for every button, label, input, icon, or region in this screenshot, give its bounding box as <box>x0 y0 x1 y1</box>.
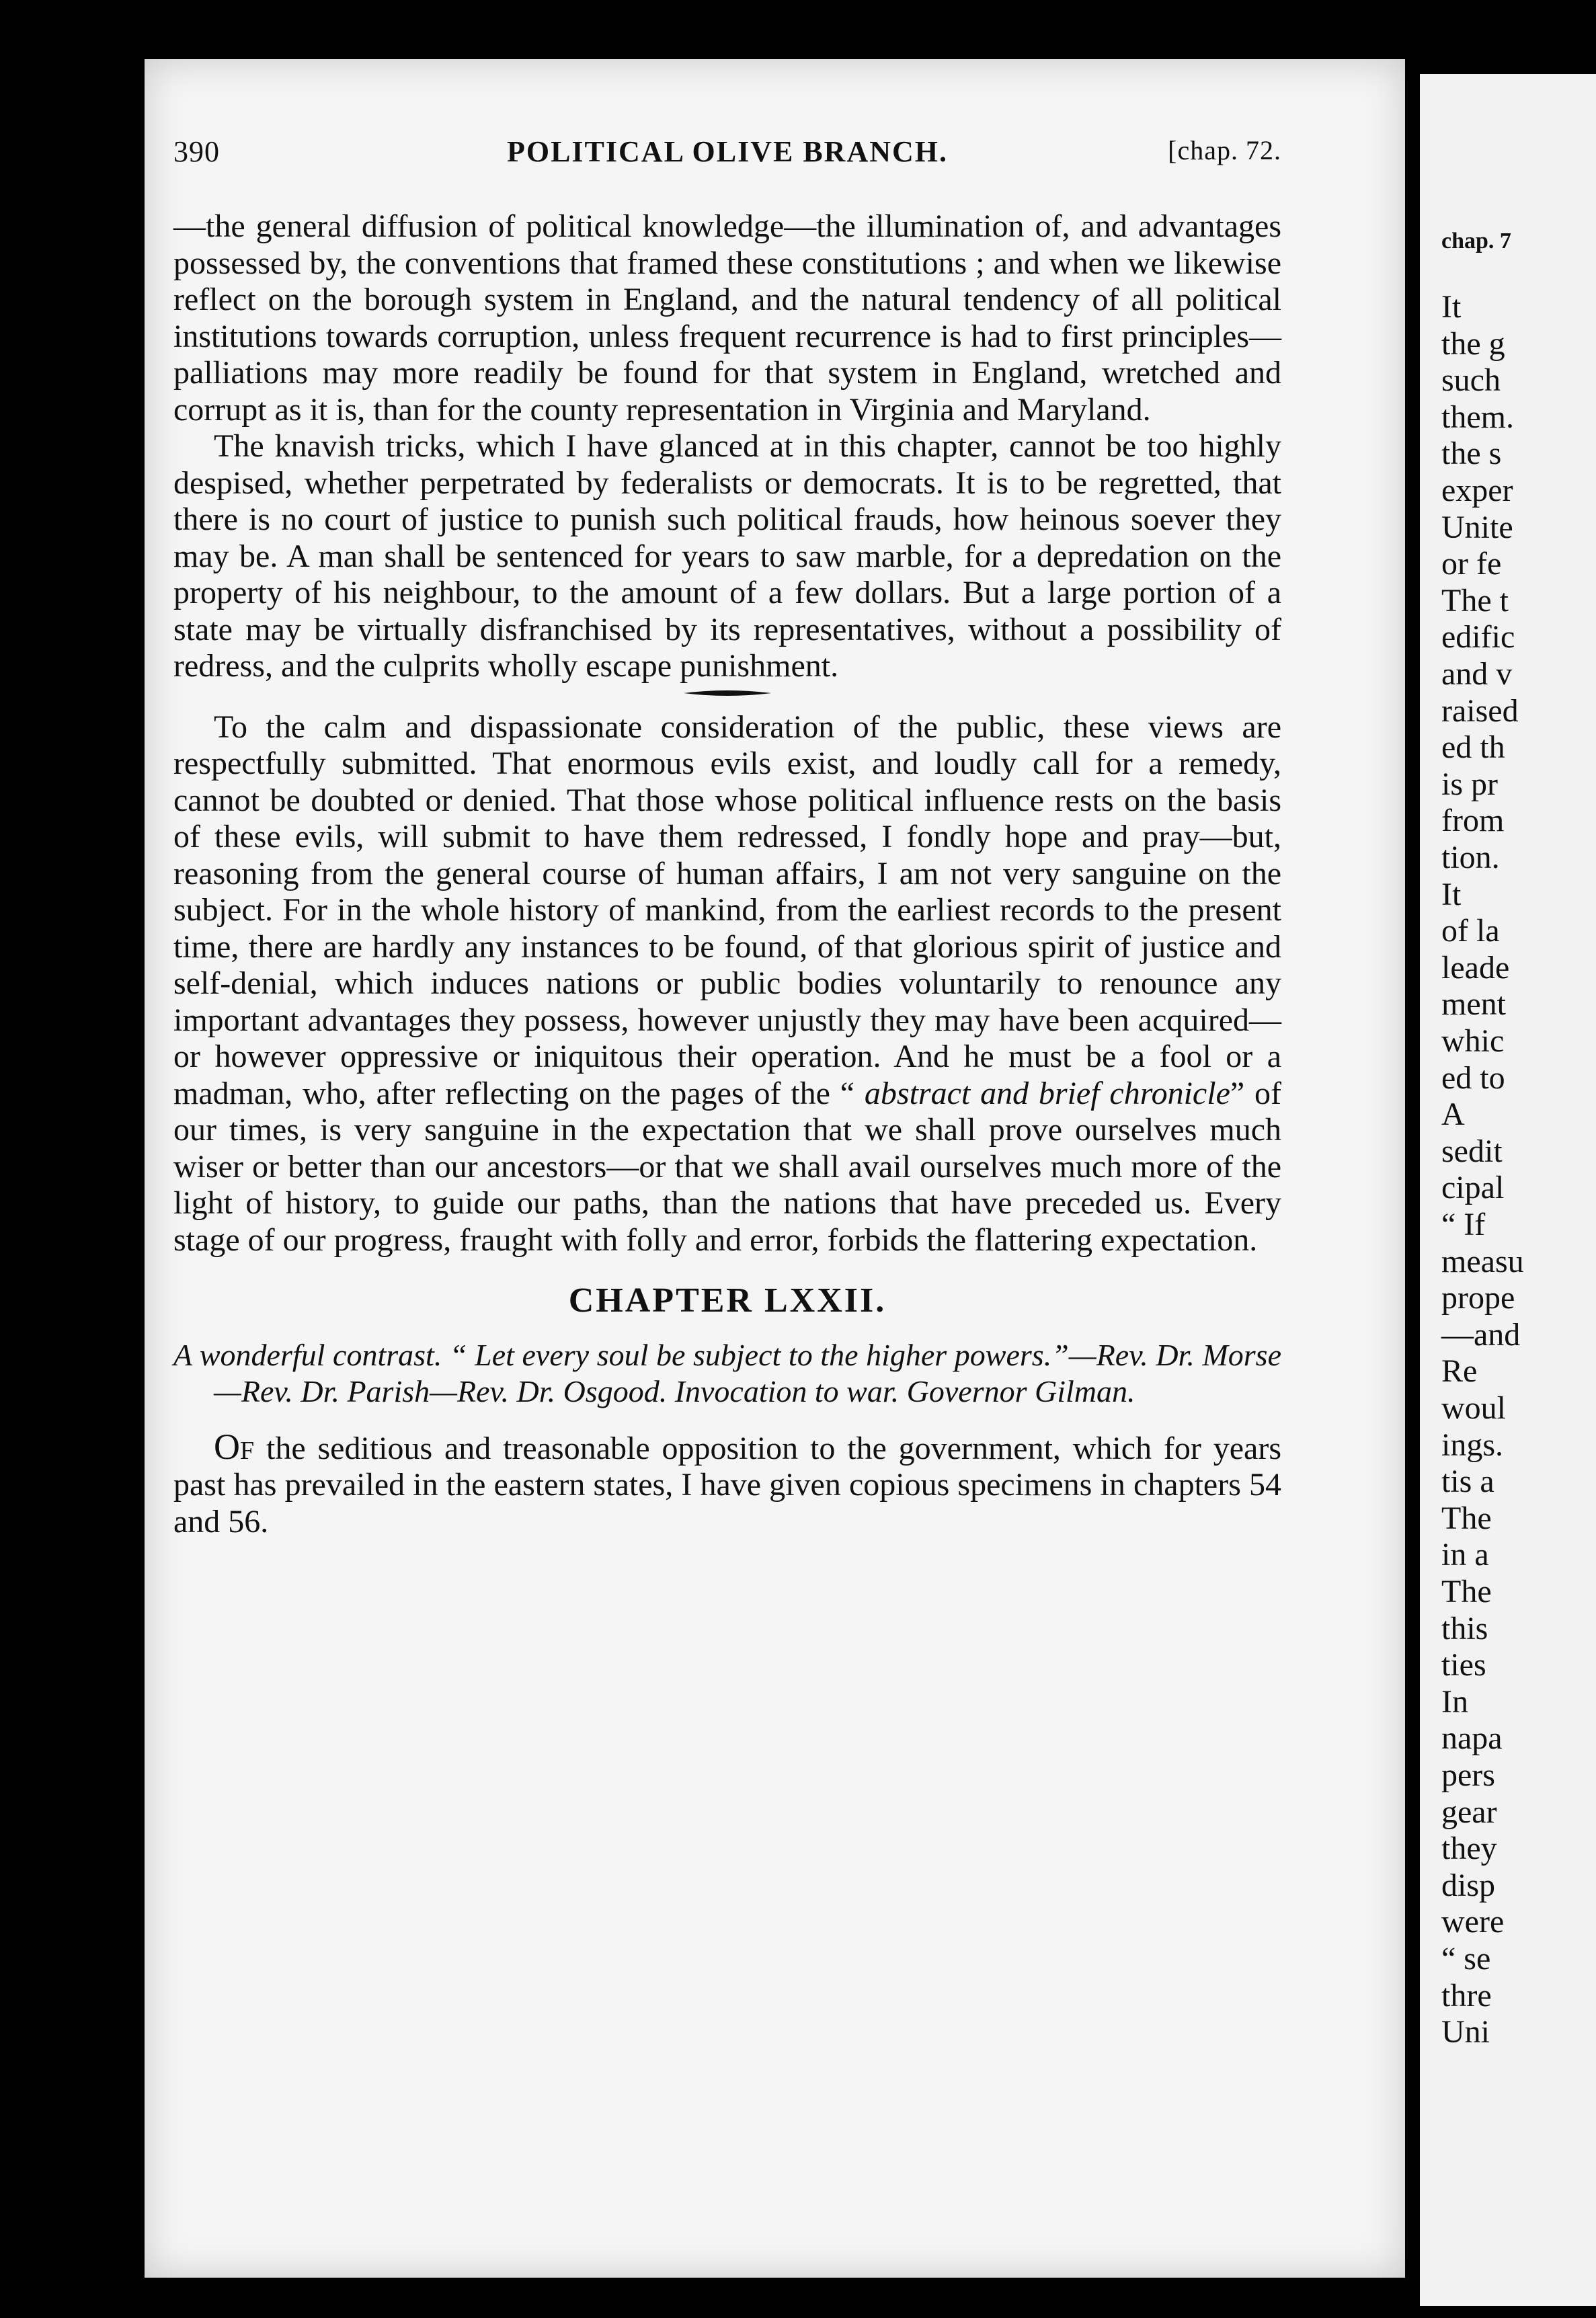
chapter-heading: CHAPTER LXXII. <box>568 1281 887 1320</box>
facing-page-line: measu <box>1441 1243 1524 1279</box>
facing-page-line: It <box>1441 876 1462 912</box>
facing-page-line: this <box>1441 1610 1488 1646</box>
page-number: 390 <box>173 135 220 168</box>
opening-dropcap: Of <box>214 1426 255 1467</box>
facing-page-line: The <box>1441 1500 1492 1536</box>
facing-page-line: “ se <box>1441 1941 1491 1976</box>
chapter-reference: [chap. 72. <box>1168 135 1281 165</box>
running-title: POLITICAL OLIVE BRANCH. <box>506 135 948 168</box>
running-header <box>173 134 1281 188</box>
facing-page-line: ment <box>1441 986 1506 1023</box>
facing-page <box>1420 74 1596 2306</box>
facing-page-line: “ If <box>1441 1207 1486 1242</box>
facing-page-line: and v <box>1441 656 1513 692</box>
facing-page-line: edific <box>1441 619 1515 655</box>
facing-page-line: the g <box>1441 325 1505 362</box>
facing-page-line: of la <box>1441 913 1500 949</box>
facing-page-line: from <box>1441 803 1505 839</box>
facing-page-line: sedit <box>1441 1133 1503 1169</box>
facing-page-line: thre <box>1441 1977 1492 2013</box>
facing-page-line: It <box>1441 289 1462 325</box>
facing-page-line: tion. <box>1441 840 1500 875</box>
facing-page-line: such <box>1441 362 1501 399</box>
facing-page-line: In <box>1441 1683 1468 1720</box>
facing-page-line: The t <box>1441 582 1509 618</box>
chapter-epigraph: A wonderful contrast. “ Let every soul be subject to the higher powers.”—Rev. Dr. Morse—Rev. Dr. Parish—Rev. Dr. Osgood. Invocation to war. Governor Gilman. <box>173 1337 1281 1408</box>
facing-page-line: raised <box>1441 692 1519 729</box>
facing-page-line: ed to <box>1441 1060 1505 1096</box>
facing-page-line: woul <box>1441 1390 1506 1426</box>
paragraph-continued: —the general diffusion of political knowledge—the illumination of, and advantages possessed by, the conventions that framed these constitutions ; and when we likewise reflect on the borough system in England, and the natural tendency of all political institutions towards corruption, unless frequent recurrence is had to first principles—palliations may more readily be found for that system in England, wretched and corrupt as it is, than for the county representation in Virginia and Maryland. <box>173 208 1281 428</box>
facing-page-line: Unite <box>1441 509 1513 545</box>
facing-page-line: is pr <box>1441 766 1498 802</box>
facing-page-line: Uni <box>1441 2014 1490 2050</box>
facing-page-line: A <box>1441 1096 1465 1133</box>
facing-page-line: disp <box>1441 1867 1496 1903</box>
facing-page-line: or fe <box>1441 546 1502 582</box>
paragraph-knavish-tricks: The knavish tricks, which I have glanced at in this chapter, cannot be too highly despised, whether perpetrated by federalists or democrats. It is to be regretted, that there is no court of justice to punish such political frauds, how heinous soever they may be. A man shall be sentenced for years to saw marble, for a depredation on the property of his neighbour, to the amount of a few dollars. But a large portion of a state may be virtually disfranchised by its representatives, without a possibility of redress, and the culprits wholly escape punishment. <box>173 428 1281 684</box>
facing-page-line: tis a <box>1441 1464 1494 1500</box>
facing-page-line: were <box>1441 1904 1505 1940</box>
facing-page-line: napa <box>1441 1720 1503 1757</box>
facing-page-line: ings. <box>1441 1427 1504 1463</box>
facing-page-header: chap. 7 <box>1441 229 1511 253</box>
facing-page-line: gear <box>1441 1794 1497 1830</box>
page-body <box>173 208 1281 1540</box>
facing-page-line: prope <box>1441 1280 1515 1316</box>
closing-text-before-quote: To the calm and dispassionate consideration of the public, these views are respectfully submitted. That enormous evils exist, and loudly call for a remedy, cannot be doubted or denied. That those whose political influence rests on the basis of these evils, will submit to have them redressed, I fondly hope and pray—but, reasoning from the general course of human affairs, I am not very sanguine on the subject. For in the whole history of mankind, from the earliest records to the present time, there are hardly any instances to be found, of that glorious spirit of justice and self-denial, which induces nations or public bodies voluntarily to renounce any important advantages they possess, however unjustly they may have been acquired—or however oppressive or iniquitous their operation. And he must be a fool or a madman, who, after reflecting on the pages of the “ <box>173 709 1281 1111</box>
facing-page-line: they <box>1441 1831 1497 1867</box>
facing-page-line: Re <box>1441 1353 1478 1390</box>
facing-page-line: The <box>1441 1574 1492 1609</box>
facing-page-line: them. <box>1441 399 1514 435</box>
facing-page-line: the s <box>1441 436 1502 472</box>
facing-page-line: cipal <box>1441 1170 1505 1206</box>
opening-text: the seditious and treasonable opposition to the government, which for years past has prevailed in the eastern states, I have given copious specimens in chapters 54 and 56. <box>173 1430 1281 1540</box>
chapter-opening-paragraph <box>173 1426 1281 1541</box>
paragraph-closing <box>173 709 1281 1259</box>
facing-page-line: ed th <box>1441 729 1505 766</box>
facing-page-line: ties <box>1441 1647 1486 1683</box>
facing-page-line: —and <box>1441 1316 1521 1353</box>
facing-page-line: exper <box>1441 473 1513 508</box>
facing-page-line: in a <box>1441 1537 1489 1573</box>
closing-quotation: abstract and brief chronicle <box>864 1075 1230 1111</box>
facing-page-line: whic <box>1441 1023 1505 1059</box>
section-separator-ornament <box>684 689 771 697</box>
closing-text-after-quote: ” of our times, is very sanguine in the expectation that we shall prove ourselves much wiser or better than our ancestors—or that we shall avail ourselves much more of the light of history, to guide our paths, than the nations that have preceded us. Every stage of our progress, fraught with folly and error, forbids the flattering expectation. <box>173 1075 1281 1258</box>
facing-page-line: leade <box>1441 949 1510 986</box>
facing-page-line: pers <box>1441 1757 1495 1793</box>
